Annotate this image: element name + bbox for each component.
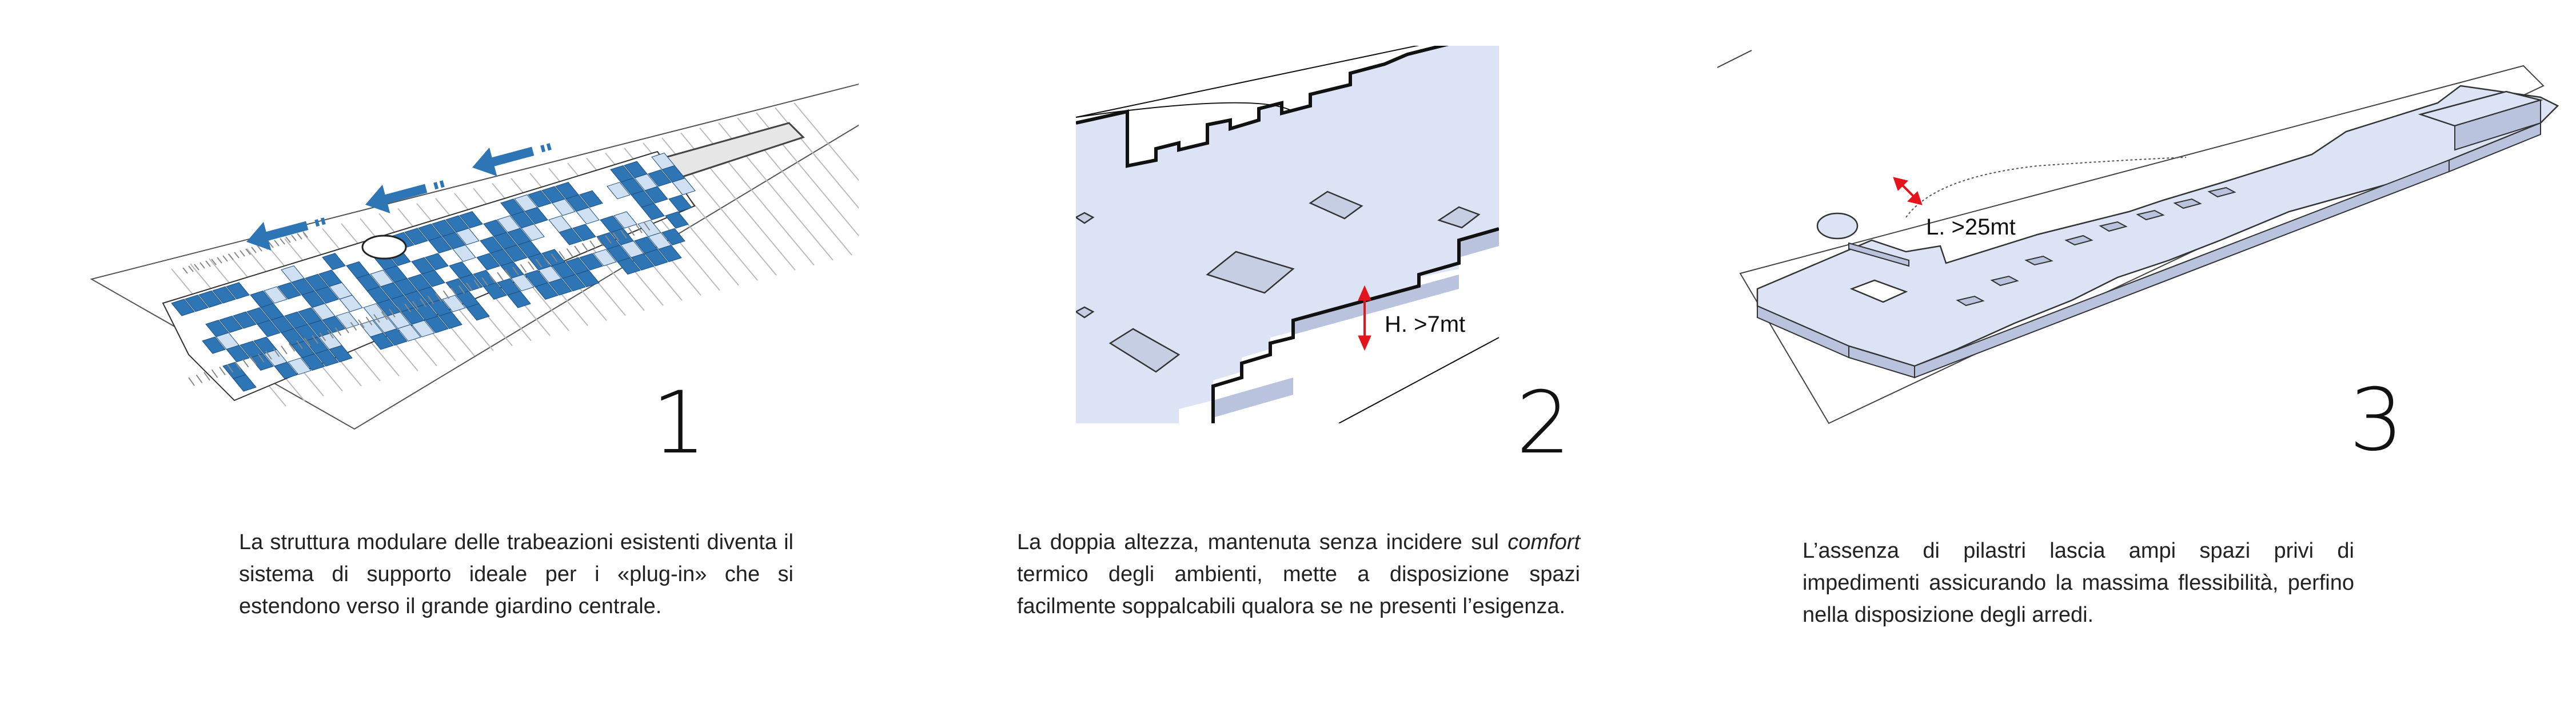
comb-tooth bbox=[297, 233, 302, 239]
slab-top bbox=[1076, 31, 1499, 423]
caption-text bbox=[1017, 526, 1580, 622]
caption bbox=[239, 526, 793, 622]
diagram-plugin-grid bbox=[0, 0, 859, 473]
diagram-column-free bbox=[1717, 0, 2576, 469]
comb-tooth bbox=[292, 235, 296, 241]
step-number: 3 bbox=[2349, 371, 2404, 470]
diagram-double-height bbox=[859, 0, 1717, 473]
caption-text: L’assenza di pilastri lascia ampi spazi privi di impedimenti assicurando la massima flessibilità, perfino nella disposizione degli arredi. bbox=[1803, 539, 2354, 627]
comb-tooth bbox=[234, 252, 239, 258]
comb-tooth bbox=[252, 247, 256, 253]
panel-1 bbox=[0, 0, 859, 703]
width-label: L. >25mt bbox=[1926, 215, 2016, 240]
comb-tooth bbox=[183, 268, 188, 273]
caption-post: termico degli ambienti, mette a disposizione spazi facilmente soppalcabili qualora se ne presenti l’esigenza. bbox=[1017, 562, 1580, 618]
panel-2 bbox=[859, 0, 1717, 703]
caption bbox=[1017, 526, 1580, 622]
comb-tooth bbox=[217, 257, 222, 263]
caption bbox=[1803, 535, 2354, 631]
garden-circle bbox=[362, 236, 406, 259]
comb-tooth bbox=[229, 254, 233, 260]
comb-tooth bbox=[189, 378, 194, 386]
comb-tooth bbox=[206, 261, 210, 267]
comb-tooth bbox=[280, 239, 285, 244]
height-arrow bbox=[1358, 286, 1371, 350]
width-arrow bbox=[1893, 177, 1922, 205]
comb-tooth bbox=[240, 251, 245, 256]
trabeation-line bbox=[794, 103, 859, 240]
comb-tooth bbox=[200, 263, 205, 268]
comb-tooth bbox=[197, 375, 202, 383]
round-feature bbox=[1817, 213, 1857, 239]
step-number: 2 bbox=[1516, 374, 1571, 473]
step-number: 1 bbox=[652, 374, 707, 473]
caption-emphasis: comfort bbox=[1508, 530, 1580, 554]
slab-top bbox=[1757, 86, 2558, 366]
panel-3 bbox=[1717, 0, 2576, 703]
height-label: H. >7mt bbox=[1385, 312, 1466, 337]
comb-tooth bbox=[274, 240, 279, 246]
caption-pre: La doppia altezza, mantenuta senza incidere sul bbox=[1017, 530, 1508, 554]
caption-text: La struttura modulare delle trabeazioni esistenti diventa il sistema di supporto ideale per i «plug-in» che si estendono verso il grande giardino centrale. bbox=[239, 530, 793, 618]
comb-tooth bbox=[223, 256, 228, 261]
